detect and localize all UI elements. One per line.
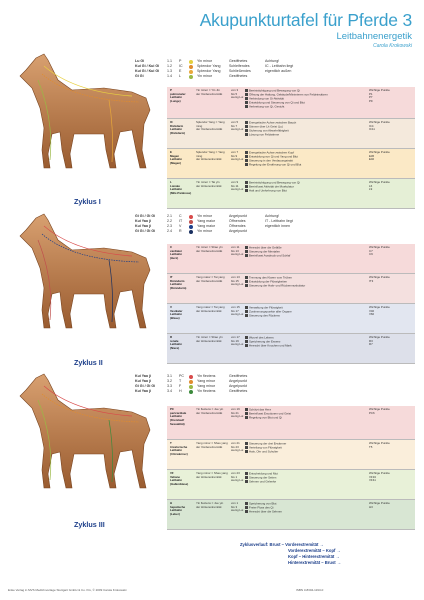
table-row <box>167 470 415 500</box>
legend-desc: Yang minor <box>197 379 216 383</box>
legend-sym: L <box>179 74 181 78</box>
legend <box>135 59 315 79</box>
bullet-icon <box>245 480 248 483</box>
legend-extra: IC - Leitbahn liegt <box>265 64 294 68</box>
bullet-icon <box>245 450 248 453</box>
leitbahn-func: Wichtige Punkte IT3 <box>369 276 390 283</box>
legend-key: Gi Gi <box>135 74 144 78</box>
legend-dot-icon <box>189 230 193 234</box>
leitbahn-list <box>245 181 367 193</box>
leitbahn-table <box>167 244 415 364</box>
list-item: Herrscht über die Gefäße <box>245 246 367 250</box>
bullet-icon <box>245 133 248 136</box>
leitbahn-time: von 19 bis 21 wenig Lui <box>231 408 244 419</box>
table-row <box>167 87 415 119</box>
legend-dot-icon <box>189 375 193 379</box>
bullet-icon <box>245 254 248 257</box>
legend-desc: Yin minor <box>197 59 213 63</box>
leitbahn-list <box>245 246 367 258</box>
legend-fn: Gestffnetes <box>229 74 248 78</box>
leitbahn-time: von 11 bis 13 wenig Lui <box>231 246 244 257</box>
bullet-icon <box>245 472 248 475</box>
bullet-icon <box>245 280 248 283</box>
bullet-icon <box>245 163 248 166</box>
list-item: Beeinträchtigung und Bewegung von Qi <box>245 181 367 185</box>
leitbahn-table <box>167 406 415 530</box>
legend-fn: Gestffnetes <box>229 59 248 63</box>
legend-desc: Yang minor <box>197 384 216 388</box>
legend-extra: Achtung! <box>265 59 280 63</box>
zyklus-label: Zyklus III <box>74 520 105 529</box>
leitbahn-func: Wichtige Punkte VF34 VF41 <box>369 472 390 483</box>
leitbahn-name: IT Dünndarm Leitbahn (Dünndarm) <box>170 276 187 291</box>
legend-key: Gi Gi / Gi Gi <box>135 384 156 388</box>
isbn: ISBN 3-8304-1193-0 <box>296 588 324 592</box>
list-item: Herrscht über die Sehnen <box>245 510 367 514</box>
list-item: Speicherung der Essenz <box>245 340 367 344</box>
leitbahn-desc: Yang minor = Shao yang der Vorderextremität <box>196 442 228 449</box>
list-item: Wurzel des Lebens <box>245 336 367 340</box>
leitbahn-name: H hepatische Leitbahn (Leber) <box>170 502 186 517</box>
leitbahn-func: Wichtige Punkte IC4 IC11 <box>369 121 390 132</box>
leitbahn-list <box>245 276 367 288</box>
leitbahn-func: Wichtige Punkte P1 P7 P9 <box>369 89 390 104</box>
legend-key: Kui Yao ji <box>135 389 152 393</box>
leitbahn-func: Wichtige Punkte V40 V60 <box>369 306 390 317</box>
leitbahn-time: von 9 bis 11 wenig Lui <box>231 181 244 192</box>
leitbahn-list <box>245 472 367 484</box>
leitbahn-desc: Yin minor = Tai yin der Hinterextremität <box>196 181 222 188</box>
table-row <box>167 244 415 274</box>
leitbahn-name: L Lienale Leitbahn (Milz-Pankreas) <box>170 181 192 196</box>
table-row <box>167 304 415 334</box>
legend-desc: Splendor Yang <box>197 64 221 68</box>
legend-num: 1.1 <box>167 59 172 63</box>
legend-dot-icon <box>189 215 193 219</box>
legend-extra: eigentlich innen <box>265 224 290 228</box>
bullet-icon <box>245 101 248 104</box>
bullet-icon <box>245 155 248 158</box>
leitbahn-desc: Splendor Yang = Yang ming der Vorderextremität <box>196 121 225 132</box>
list-item: Entwicklung der Flüssigkeiten <box>245 280 367 284</box>
leitbahn-time: von 7 bis 9 wenig Lui <box>231 151 244 162</box>
legend-desc: Yin flectens <box>197 374 216 378</box>
leitbahn-time: von 5 bis 7 wenig Lui <box>231 121 244 132</box>
legend-dot-icon <box>189 380 193 384</box>
list-item: Beeinflusst Ausdruck und Schlaf <box>245 254 367 258</box>
legend-dot-icon <box>189 220 193 224</box>
bullet-icon <box>245 93 248 96</box>
list-item: Verbindung von Gi-Aktivität <box>245 97 367 101</box>
legend <box>135 374 265 394</box>
bullet-icon <box>245 336 248 339</box>
legend-num: 3.1 <box>167 374 172 378</box>
bullet-icon <box>245 416 248 419</box>
bullet-icon <box>245 476 248 479</box>
leitbahn-func: Wichtige Punkte H3 <box>369 502 390 509</box>
leitbahn-time: von 3 bis 5 wenig Lui <box>231 89 244 100</box>
table-row <box>167 440 415 470</box>
legend-sym: H <box>179 389 182 393</box>
leitbahn-list <box>245 408 367 420</box>
legend-sym: T <box>179 379 182 383</box>
legend-fn: Öffnendes <box>229 219 246 223</box>
leitbahn-time: von 1 bis 3 wenig Lui <box>231 502 244 513</box>
leitbahn-time: von 15 bis 17 wenig Lui <box>231 306 244 317</box>
leitbahn-time: von 21 bis 23 wenig Lui <box>231 442 244 453</box>
legend-num: 3.3 <box>167 384 172 388</box>
legend <box>135 214 315 234</box>
list-item: Schützt das Herz <box>245 408 367 412</box>
zyklus-2-section <box>0 212 424 370</box>
leitbahn-list <box>245 89 367 109</box>
legend-key: Kui Yao ji <box>135 224 152 228</box>
legend-fn: Schleifendes <box>229 64 250 68</box>
list-item: Beeinflusst Aktivität der Muskulatur <box>245 185 367 189</box>
list-item: Steuerung der Mentalen <box>245 250 367 254</box>
leitbahn-list <box>245 151 367 167</box>
list-item: Freier Fluss des Qi <box>245 506 367 510</box>
bullet-icon <box>245 276 248 279</box>
leitbahn-name: E Magen Leitbahn (Magen) <box>170 151 183 166</box>
legend-row <box>135 389 265 394</box>
bullet-icon <box>245 446 248 449</box>
leitbahn-list <box>245 502 367 514</box>
bullet-icon <box>245 250 248 253</box>
legend-dot-icon <box>189 225 193 229</box>
list-item: Energetische Achse zwischen Bauch <box>245 121 367 125</box>
footer-row: Kopf – Hinterextremität → <box>288 554 340 559</box>
legend-sym: E <box>179 69 182 73</box>
table-row <box>167 500 415 530</box>
bullet-icon <box>245 189 248 192</box>
bullet-icon <box>245 89 248 92</box>
table-row <box>167 149 415 179</box>
legend-dot-icon <box>189 70 193 74</box>
list-item: Trennung des Klaren vom Trüben <box>245 276 367 280</box>
legend-num: 2.3 <box>167 224 172 228</box>
legend-key: Kui Yao ji <box>135 374 152 378</box>
footer-row: Zyklusverlauf: Brust – Vorderextremität → <box>240 542 324 547</box>
legend-num: 1.3 <box>167 69 172 73</box>
legend-num: 2.4 <box>167 229 172 233</box>
zyklusverlauf-legend <box>240 542 420 566</box>
legend-key: Kui Yao ji <box>135 379 152 383</box>
list-item: Entwicklung und Steuerung von Qi und Blut <box>245 101 367 105</box>
list-item: Entscheidung und Mut <box>245 472 367 476</box>
legend-desc: Yin minor <box>197 214 213 218</box>
legend-row <box>135 74 315 79</box>
list-item: Stimme über Lh Geist (Lu) <box>245 125 367 129</box>
leitbahn-time: von 23 bis 1 wenig Lui <box>231 472 244 483</box>
legend-sym: IC <box>179 64 183 68</box>
leitbahn-desc: Yin minor = Shao yin der Vorderextremität <box>196 246 223 253</box>
bullet-icon <box>245 442 248 445</box>
legend-dot-icon <box>189 65 193 69</box>
list-item: Verwaltung der Flüssigkeit <box>245 306 367 310</box>
list-item: Regelung der Ernährung von Qi und Blut <box>245 163 367 167</box>
legend-num: 3.2 <box>167 379 172 383</box>
leitbahn-time: von 13 bis 15 wenig Lui <box>231 276 244 287</box>
leitbahn-name: PC pericardiale Leitbahn (Kreislauf/ Sexualität) <box>170 408 187 426</box>
legend-fn: Angelpunkt <box>229 384 247 388</box>
legend-sym: C <box>179 214 182 218</box>
bullet-icon <box>245 506 248 509</box>
list-item: Sehnen und Gelenke <box>245 480 367 484</box>
legend-fn: Angelpunkt <box>229 229 247 233</box>
legend-dot-icon <box>189 390 193 394</box>
legend-desc: Yin minor <box>197 229 213 233</box>
leitbahn-func: Wichtige Punkte R3 R7 <box>369 336 390 347</box>
leitbahn-name: V Vesikaler Leitbahn (Blase) <box>170 306 183 321</box>
legend-extra: IT - Leitbahn liegt <box>265 219 293 223</box>
bullet-icon <box>245 306 248 309</box>
legend-desc: Splendor Yang <box>197 69 221 73</box>
leitbahn-func: Wichtige Punkte T5 <box>369 442 390 449</box>
bullet-icon <box>245 129 248 132</box>
bullet-icon <box>245 502 248 505</box>
legend-sym: V <box>179 224 182 228</box>
legend-key: Gi Gi / Gi Gi <box>135 229 156 233</box>
bullet-icon <box>245 412 248 415</box>
legend-num: 2.1 <box>167 214 172 218</box>
list-item: Beeinträchtigung und Bewegung von Qi <box>245 89 367 93</box>
leitbahn-desc: Yin flectens = Jue yin der Vorderextremität <box>196 408 224 415</box>
bullet-icon <box>245 121 248 124</box>
bullet-icon <box>245 408 248 411</box>
legend-fn: Angelpunkt <box>229 214 247 218</box>
leitbahn-table <box>167 87 415 209</box>
legend-desc: Yin flectens <box>197 389 216 393</box>
legend-row <box>135 229 315 234</box>
table-row <box>167 406 415 440</box>
leitbahn-desc: Yang maior = Tai yang der Vorderextremität <box>196 276 225 283</box>
leitbahn-name: R renale Leitbahn (Niere) <box>170 336 183 351</box>
list-item: Energetische Achse zwischen Kopf <box>245 151 367 155</box>
bullet-icon <box>245 246 248 249</box>
footer-row: Hinterextremität – Brust → <box>288 560 342 565</box>
leitbahn-desc: Yang minor = Shao yang der Hinterextremität <box>196 472 228 479</box>
legend-sym: IT <box>179 219 183 223</box>
bullet-icon <box>245 344 248 347</box>
legend-desc: Yang maior <box>197 219 216 223</box>
legend-dot-icon <box>189 75 193 79</box>
leitbahn-desc: Yin minor = Yin Jin der Vorderextremität <box>196 89 223 96</box>
legend-fn: Öffnendes <box>229 224 246 228</box>
list-item: Steuerung in den Verdauungstrakt <box>245 159 367 163</box>
legend-fn: Gestffnetes <box>229 389 248 393</box>
list-item: Halt und Umkehrung von Blut <box>245 189 367 193</box>
legend-sym: R <box>179 229 182 233</box>
leitbahn-func: Wichtige Punkte C7 C9 <box>369 246 390 257</box>
list-item: Steuerung der Seiten <box>245 476 367 480</box>
table-row <box>167 179 415 209</box>
leitbahn-time: von 17 bis 19 wenig Lui <box>231 336 244 347</box>
list-item: Sicherung von Abwehrfähigkeit <box>245 129 367 133</box>
leitbahn-name: C cardialer Leitbahn (Herz) <box>170 246 183 261</box>
leitbahn-desc: Yang maior = Tai yang der Hinterextremität <box>196 306 225 313</box>
legend-desc: Yang maior <box>197 224 216 228</box>
leitbahn-func: Wichtige Punkte PC6 <box>369 408 390 415</box>
legend-fn: Gestffnetes <box>229 374 248 378</box>
list-item: Speicherung von Blut <box>245 502 367 506</box>
leitbahn-list <box>245 121 367 137</box>
page-title: Akupunkturtafel für Pferde 3 <box>199 10 412 30</box>
legend-num: 1.2 <box>167 64 172 68</box>
bullet-icon <box>245 314 248 317</box>
list-item: Steuerung der drei Erwärmer <box>245 442 367 446</box>
zyklus-label: Zyklus I <box>74 197 101 206</box>
leitbahn-name: P pulmonaler Leitbahn (Lunge) <box>170 89 186 104</box>
table-row <box>167 119 415 149</box>
leitbahn-name: T tricalorische Leitbahn (3 Erwärmer) <box>170 442 188 457</box>
legend-key: Gi Gi / Gi Gi <box>135 214 156 218</box>
list-item: Hals, Ohr und Schulter <box>245 450 367 454</box>
list-item: Zustimmungspunkte aller Organe <box>245 310 367 314</box>
table-row <box>167 334 415 364</box>
legend-key: Kui Gi / Kui Gi <box>135 64 160 68</box>
list-item: Herrscht über Knochen und Mark <box>245 344 367 348</box>
legend-num: 3.4 <box>167 389 172 393</box>
leitbahn-list <box>245 336 367 348</box>
bullet-icon <box>245 284 248 287</box>
leitbahn-func: Wichtige Punkte E36 E40 <box>369 151 390 162</box>
bullet-icon <box>245 159 248 162</box>
legend-desc: Yin minor <box>197 74 213 78</box>
leitbahn-desc: Yin flectens = Jue yin der Hinterextremität <box>196 502 224 509</box>
author: Carola Krokowski <box>373 43 412 49</box>
list-item: Regelung von Blut und Qi <box>245 416 367 420</box>
legend-key: Kui Gi / Kui Gi <box>135 69 160 73</box>
page-subtitle: Leitbahnenergetik <box>336 31 412 42</box>
header <box>0 0 424 52</box>
legend-key: Kui Yao ji <box>135 219 152 223</box>
list-item: Steuerung der Hals- und Rückenmuskulatur <box>245 284 367 288</box>
zyklus-label: Zyklus II <box>74 358 103 367</box>
bullet-icon <box>245 340 248 343</box>
leitbahn-list <box>245 442 367 454</box>
leitbahn-name: IC Dickdarm Leitbahn (Dickdarm) <box>170 121 186 136</box>
bullet-icon <box>245 125 248 128</box>
list-item: Beeinflusst Emotionen und Geist <box>245 412 367 416</box>
leitbahn-name: VF Veliane Leitbahn (Gallenblase) <box>170 472 189 487</box>
footer-row: Vorderextremität – Kopf → <box>288 548 341 553</box>
bullet-icon <box>245 510 248 513</box>
bullet-icon <box>245 310 248 313</box>
imprint: Enke Verlag in MVS Medizinverlage Stuttgart GmbH & Co. KG, © 2009 Carola Krokowski <box>8 588 127 592</box>
bullet-icon <box>245 185 248 188</box>
list-item: Verteilung von Flüssigkeit <box>245 446 367 450</box>
legend-extra: eigentlich außen <box>265 69 292 73</box>
list-item: Steuerung des Rückens <box>245 314 367 318</box>
leitbahn-list <box>245 306 367 318</box>
legend-sym: F <box>179 384 182 388</box>
list-item: Verbreitung von Qi, Gesicht <box>245 105 367 109</box>
legend-num: 1.4 <box>167 74 172 78</box>
list-item: Lösung von Feldwärme <box>245 133 367 137</box>
bullet-icon <box>245 151 248 154</box>
legend-num: 2.2 <box>167 219 172 223</box>
leitbahn-func: Wichtige Punkte L6 L9 <box>369 181 390 192</box>
legend-key: Lu Gi <box>135 59 145 63</box>
zyklus-1-section <box>0 55 424 215</box>
leitbahn-desc: Yin minor = Shao yin der Hinterextremität <box>196 336 223 343</box>
table-row <box>167 274 415 304</box>
legend-fn: Schließendes <box>229 69 251 73</box>
list-item: Öffnung der Haltung, Gebäude/Minimieren von Feldeinsätzen <box>245 93 367 97</box>
bullet-icon <box>245 97 248 100</box>
legend-sym: PC <box>179 374 184 378</box>
zyklus-3-section <box>0 370 424 535</box>
legend-sym: P <box>179 59 182 63</box>
bullet-icon <box>245 181 248 184</box>
legend-dot-icon <box>189 385 193 389</box>
leitbahn-desc: Splendor Yang = Yang ming der Hinterextremität <box>196 151 225 162</box>
legend-fn: Angelpunkt <box>229 379 247 383</box>
list-item: Entwicklung von Qi und Yang und Blut <box>245 155 367 159</box>
bullet-icon <box>245 105 248 108</box>
legend-extra: Achtung! <box>265 214 280 218</box>
legend-dot-icon <box>189 60 193 64</box>
